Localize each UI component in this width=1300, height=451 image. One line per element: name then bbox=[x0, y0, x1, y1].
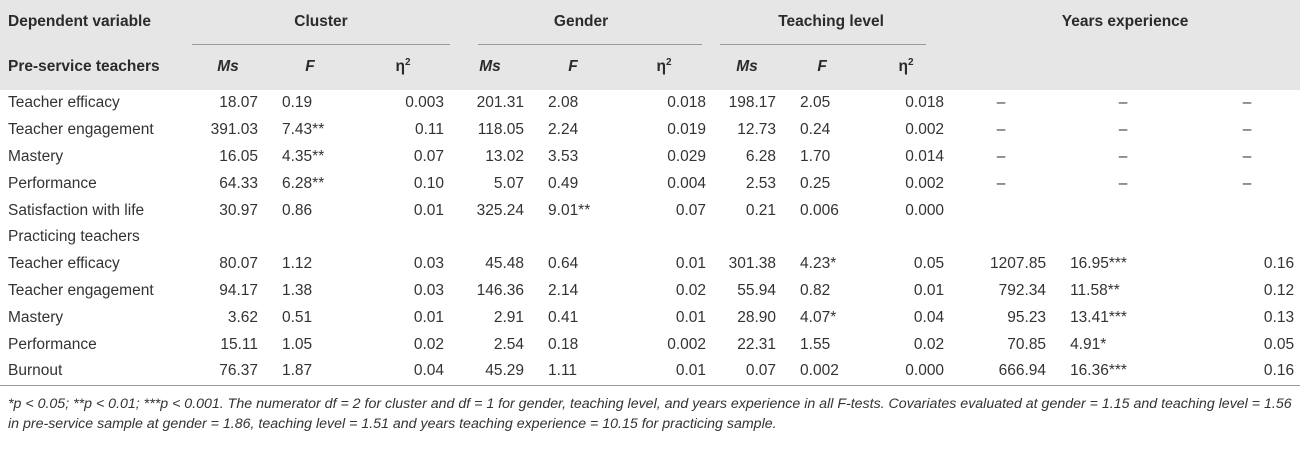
cell-y3 bbox=[1194, 197, 1300, 224]
cell-t3: 0.002 bbox=[905, 174, 945, 192]
cluster-ms-header: Ms bbox=[192, 44, 264, 90]
cell-y3: 0.13 bbox=[1263, 308, 1295, 326]
row-label: Burnout bbox=[8, 362, 63, 380]
cell-t2: 0.24 bbox=[800, 121, 831, 139]
cell-y1 bbox=[950, 197, 1052, 224]
cell-c1: 30.97 bbox=[219, 201, 258, 219]
cell-c1: 391.03 bbox=[210, 121, 258, 139]
cell-y2 bbox=[1052, 197, 1194, 224]
cell-g2: 2.14 bbox=[548, 281, 579, 299]
gender-header: Gender bbox=[450, 0, 712, 44]
row-label: Mastery bbox=[8, 308, 64, 326]
cell-g2: 2.24 bbox=[548, 121, 579, 139]
cell-c2: 0.86 bbox=[282, 201, 313, 219]
cell-g1: 2.54 bbox=[493, 335, 525, 353]
row-label: Teacher engagement bbox=[8, 281, 154, 299]
cell-y3: – bbox=[1242, 121, 1252, 139]
cell-t3: 0.04 bbox=[913, 308, 945, 326]
cell-g2: 0.41 bbox=[548, 308, 579, 326]
cell-c2: 4.35** bbox=[282, 147, 325, 165]
cell-y3: 0.16 bbox=[1263, 362, 1295, 380]
cell-t1 bbox=[712, 224, 782, 251]
cell-y2: – bbox=[1118, 94, 1128, 112]
cell-t1: 55.94 bbox=[737, 281, 777, 299]
cell-y2: 16.36*** bbox=[1070, 362, 1127, 380]
cell-g1: 118.05 bbox=[477, 121, 525, 139]
dependent-variable-header: Dependent variable bbox=[0, 0, 192, 44]
cell-c2: 7.43** bbox=[282, 121, 325, 139]
cell-c3: 0.07 bbox=[413, 147, 445, 165]
cell-c1: 94.17 bbox=[219, 281, 258, 299]
cell-y1: 792.34 bbox=[998, 281, 1047, 299]
table-row bbox=[0, 304, 1300, 331]
cell-g3: 0.002 bbox=[667, 335, 707, 353]
table-row bbox=[0, 251, 1300, 278]
cell-g1: 325.24 bbox=[476, 201, 525, 219]
row-label: Performance bbox=[8, 174, 97, 192]
cell-t1: 22.31 bbox=[737, 335, 777, 353]
cell-g1: 45.48 bbox=[485, 255, 525, 273]
teaching-level-header: Teaching level bbox=[712, 0, 950, 44]
table-row bbox=[0, 331, 1300, 358]
table-row bbox=[0, 90, 1300, 117]
cell-c2: 0.51 bbox=[282, 308, 313, 326]
row-label: Practicing teachers bbox=[8, 228, 140, 246]
cell-y2: – bbox=[1118, 174, 1128, 192]
cell-y1: 1207.85 bbox=[990, 255, 1047, 273]
table-row bbox=[0, 224, 1300, 251]
cell-c1: 80.07 bbox=[219, 255, 258, 273]
cell-c3: 0.01 bbox=[413, 201, 445, 219]
header-row-stats bbox=[0, 44, 1300, 90]
cell-c1 bbox=[192, 224, 264, 251]
cell-g1: 13.02 bbox=[485, 147, 525, 165]
cell-t3: 0.02 bbox=[913, 335, 945, 353]
row-label: Teacher efficacy bbox=[8, 255, 120, 273]
cell-g1 bbox=[450, 224, 530, 251]
cell-g3: 0.018 bbox=[667, 94, 707, 112]
cell-g1: 201.31 bbox=[476, 94, 525, 112]
cell-y3: – bbox=[1242, 147, 1252, 165]
cell-t1: 198.17 bbox=[728, 94, 777, 112]
table-row bbox=[0, 170, 1300, 197]
cell-g3: 0.004 bbox=[667, 174, 707, 192]
cell-t2: 4.07* bbox=[800, 308, 837, 326]
cell-t1: 12.73 bbox=[737, 121, 777, 139]
cell-y2: 13.41*** bbox=[1070, 308, 1127, 326]
gender-f-header: F bbox=[530, 44, 616, 90]
cell-g3 bbox=[616, 224, 712, 251]
cell-y3: 0.05 bbox=[1263, 335, 1295, 353]
gender-ms-header: Ms bbox=[450, 44, 530, 90]
cell-c1: 3.62 bbox=[227, 308, 258, 326]
cell-t1: 0.07 bbox=[745, 362, 777, 380]
cell-t3: 0.002 bbox=[905, 121, 945, 139]
table-row bbox=[0, 117, 1300, 144]
cell-g3: 0.02 bbox=[675, 281, 707, 299]
cell-c3: 0.11 bbox=[414, 121, 445, 139]
cell-t3: 0.014 bbox=[905, 147, 945, 165]
cell-y1: 70.85 bbox=[1007, 335, 1047, 353]
cell-t2: 1.55 bbox=[800, 335, 831, 353]
cell-g3: 0.029 bbox=[667, 147, 707, 165]
cell-y2: 4.91* bbox=[1070, 335, 1107, 353]
cell-t3: 0.000 bbox=[905, 201, 945, 219]
cell-t2 bbox=[782, 224, 862, 251]
cell-y1: 95.23 bbox=[1007, 308, 1047, 326]
cell-c3: 0.10 bbox=[413, 174, 445, 192]
table-row bbox=[0, 278, 1300, 305]
cell-t2: 0.82 bbox=[800, 281, 831, 299]
cell-c3: 0.04 bbox=[413, 362, 445, 380]
row-label: Mastery bbox=[8, 147, 64, 165]
cell-c2: 6.28** bbox=[282, 174, 325, 192]
row-label: Teacher efficacy bbox=[8, 94, 120, 112]
cell-g1: 2.91 bbox=[493, 308, 525, 326]
teaching-eta-header: $\eta^2$ bbox=[862, 44, 950, 90]
cell-y3: – bbox=[1242, 94, 1252, 112]
cell-y3 bbox=[1194, 224, 1300, 251]
cell-g1: 146.36 bbox=[476, 281, 525, 299]
cell-g2: 2.08 bbox=[548, 94, 579, 112]
cell-g2 bbox=[530, 224, 616, 251]
cell-t1: 0.21 bbox=[745, 201, 777, 219]
cell-g1: 5.07 bbox=[493, 174, 525, 192]
footnote-row bbox=[0, 385, 1300, 434]
cell-g3: 0.07 bbox=[675, 201, 707, 219]
cell-y1 bbox=[950, 224, 1052, 251]
cell-t2: 0.25 bbox=[800, 174, 831, 192]
header-row-groups bbox=[0, 0, 1300, 44]
row-label: Satisfaction with life bbox=[8, 201, 145, 219]
cell-t2: 1.70 bbox=[800, 147, 831, 165]
cell-c2: 1.12 bbox=[282, 255, 313, 273]
cell-y3: 0.12 bbox=[1263, 281, 1295, 299]
cell-c2: 0.19 bbox=[282, 94, 313, 112]
cell-c1: 76.37 bbox=[219, 362, 258, 380]
cluster-eta-header: $\eta^2$ bbox=[356, 44, 450, 90]
cell-g2: 3.53 bbox=[548, 147, 579, 165]
cell-g1: 45.29 bbox=[485, 362, 525, 380]
cell-y1: 666.94 bbox=[998, 362, 1047, 380]
cell-t2: 4.23* bbox=[800, 255, 837, 273]
cell-t2: 0.002 bbox=[800, 362, 839, 380]
cell-g2: 9.01** bbox=[548, 201, 591, 219]
cell-g2: 0.64 bbox=[548, 255, 579, 273]
cell-c3: 0.003 bbox=[405, 94, 445, 112]
cell-y1: – bbox=[996, 147, 1006, 165]
cell-c2: 1.05 bbox=[282, 335, 313, 353]
cell-g2: 0.49 bbox=[548, 174, 579, 192]
cell-y2: 11.58** bbox=[1070, 281, 1120, 299]
cell-g3: 0.019 bbox=[667, 121, 707, 139]
cell-y2: – bbox=[1118, 121, 1128, 139]
cell-t3 bbox=[862, 224, 950, 251]
cell-g3: 0.01 bbox=[675, 362, 707, 380]
cell-y3: – bbox=[1242, 174, 1252, 192]
years-empty-1 bbox=[950, 44, 1052, 90]
table-row bbox=[0, 197, 1300, 224]
table-row bbox=[0, 144, 1300, 171]
cell-c3 bbox=[356, 224, 450, 251]
cell-y1: – bbox=[996, 174, 1006, 192]
cell-g2: 1.11 bbox=[548, 362, 578, 380]
gender-eta-header: $\eta^2$ bbox=[616, 44, 712, 90]
cell-t3: 0.000 bbox=[905, 362, 945, 380]
cell-c3: 0.02 bbox=[413, 335, 445, 353]
pre-service-teachers-header: Pre-service teachers bbox=[0, 44, 192, 90]
cell-g2: 0.18 bbox=[548, 335, 579, 353]
cell-t3: 0.018 bbox=[905, 94, 945, 112]
years-empty-3 bbox=[1194, 44, 1300, 90]
cell-c1: 15.11 bbox=[220, 335, 258, 353]
cell-t1: 2.53 bbox=[745, 174, 777, 192]
cell-y3: 0.16 bbox=[1263, 255, 1295, 273]
cell-t1: 28.90 bbox=[737, 308, 777, 326]
cluster-f-header: F bbox=[264, 44, 356, 90]
cell-y1: – bbox=[996, 121, 1006, 139]
teaching-ms-header: Ms bbox=[712, 44, 782, 90]
teaching-f-header: F bbox=[782, 44, 862, 90]
cell-y1: – bbox=[996, 94, 1006, 112]
years-empty-2 bbox=[1052, 44, 1194, 90]
cell-c2: 1.87 bbox=[282, 362, 313, 380]
cell-c1: 18.07 bbox=[219, 94, 258, 112]
cell-y2 bbox=[1052, 224, 1194, 251]
cell-t2: 0.006 bbox=[800, 201, 839, 219]
cell-c3: 0.01 bbox=[413, 308, 445, 326]
cell-y2: – bbox=[1118, 147, 1128, 165]
cell-g3: 0.01 bbox=[675, 255, 707, 273]
cell-t3: 0.01 bbox=[913, 281, 945, 299]
cluster-header: Cluster bbox=[192, 0, 450, 44]
footnote: *p < 0.05; **p < 0.01; ***p < 0.001. The numerator df = 2 for cluster and df = 1 for gender, teaching level, and years experience in all F-tests. Covariates evaluated at gender = 1.15 and teaching level = 1.56 in pre-service sample at gender = 1.86, teaching level = 1.51 and years teaching experience = 10.15 for practicing sample. bbox=[0, 385, 1300, 434]
cell-c3: 0.03 bbox=[413, 255, 445, 273]
cell-c1: 16.05 bbox=[219, 147, 258, 165]
cell-t1: 301.38 bbox=[728, 255, 777, 273]
cell-c2: 1.38 bbox=[282, 281, 313, 299]
cell-t2: 2.05 bbox=[800, 94, 831, 112]
cell-y2: 16.95*** bbox=[1070, 255, 1127, 273]
row-label: Performance bbox=[8, 335, 97, 353]
cell-c1: 64.33 bbox=[219, 174, 258, 192]
years-experience-header: Years experience bbox=[950, 0, 1300, 44]
table-row bbox=[0, 358, 1300, 385]
cell-t1: 6.28 bbox=[745, 147, 777, 165]
cell-c3: 0.03 bbox=[413, 281, 445, 299]
cell-c2 bbox=[264, 224, 356, 251]
cell-t3: 0.05 bbox=[913, 255, 945, 273]
cell-g3: 0.01 bbox=[675, 308, 707, 326]
row-label: Teacher engagement bbox=[8, 121, 154, 139]
